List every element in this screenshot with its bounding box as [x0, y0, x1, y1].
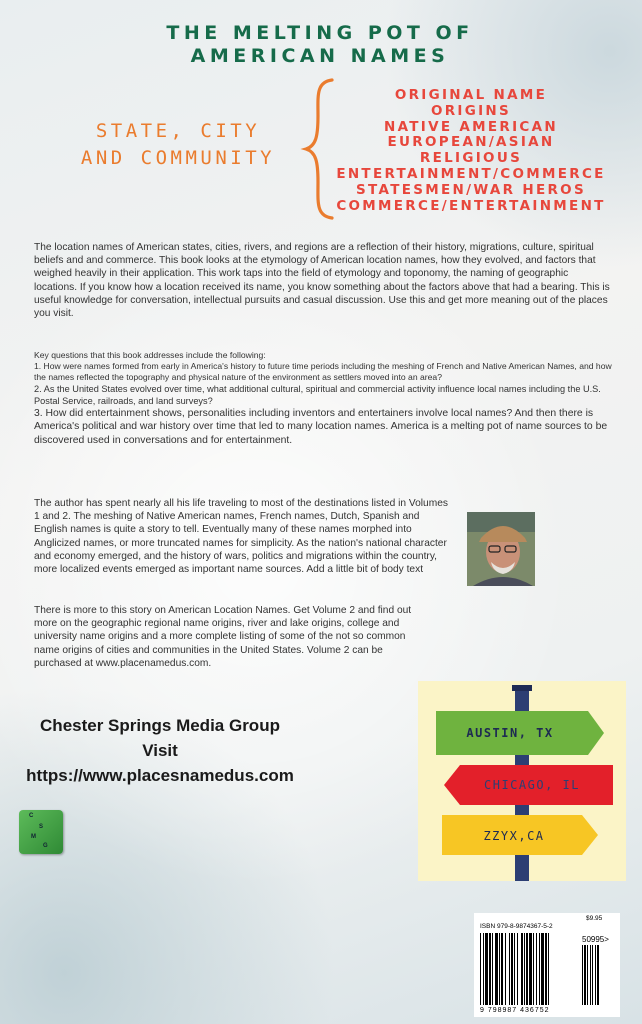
barcode-bar [495, 933, 498, 1005]
barcode-bars [474, 913, 620, 1017]
logo-letter: C [29, 813, 34, 819]
question-1: 1. How were names formed from early in America's history to future time periods including the meshing of French and Native American Names, and how the names reflected the topography and physical nature of the environment as settlers moved into an area? [34, 361, 612, 382]
addon-bar [595, 945, 596, 1005]
barcode-bar [548, 933, 549, 1005]
isbn-barcode [474, 913, 620, 1017]
origin-item: ORIGINAL NAME [394, 87, 548, 103]
barcode-bar [533, 933, 534, 1005]
addon-bar [592, 945, 593, 1005]
book-title [60, 22, 580, 68]
addon-bar [590, 945, 591, 1005]
publisher-block [10, 713, 310, 788]
origin-item: RELIGIOUS [419, 150, 523, 167]
origin-item: ENTERTAINMENT/COMMERCE [336, 165, 606, 182]
author-paragraph: The author has spent nearly all his life traveling to most of the destinations listed in Volumes 1 and 2. The meshing of Native American names, French names, Dutch, Spanish and English names is quite a story to tell. Eventually many of these names morphed into Anglicized names, or more truncated names for simplicity. As the nation's national character and economy emerged, and the history of wars, politics and migrations within the country, more localized events emerged as important name sources. Add a little bit of body text [34, 498, 448, 576]
sign-label-austin: AUSTIN, TX [466, 726, 554, 740]
key-questions [34, 350, 612, 447]
barcode-bar [517, 933, 518, 1005]
barcode-bar [509, 933, 510, 1005]
barcode-bar [514, 933, 515, 1005]
barcode-bar [489, 933, 491, 1005]
origin-item: COMMERCE/ENTERTAINMENT [336, 197, 606, 214]
title-line-2: AMERICAN NAMES [190, 45, 450, 67]
addon-bar [597, 945, 599, 1005]
origin-categories-list [330, 88, 612, 214]
barcode-bar [541, 933, 544, 1005]
price-label: $9.95 [586, 915, 603, 922]
barcode-bar [545, 933, 547, 1005]
barcode-bar [499, 933, 500, 1005]
publisher-visit: Visit [142, 741, 178, 760]
author-photo [467, 512, 535, 586]
more-info-paragraph: There is more to this story on American Location Names. Get Volume 2 and find out more on the geographic regional name origins, river and lake origins, college and university name origins and a more complete listing of some of the not so common name origins of cities and communities in the United States. Volume 2 can be purchased at www.placenamedus.com. [34, 605, 412, 669]
barcode-bar [501, 933, 503, 1005]
sign-label-zzyx: ZZYX,CA [483, 829, 545, 843]
barcode-bar [485, 933, 488, 1005]
barcode-bar [529, 933, 532, 1005]
question-2: 2. As the United States evolved over time, what additional cultural, spiritual and commercial activity influence local names including the U.S. Postal Service, railroads, and land surveys? [34, 384, 601, 406]
logo-letter: S [39, 824, 44, 830]
addon-bar [587, 945, 588, 1005]
sign-label-chicago: CHICAGO, IL [484, 778, 580, 792]
csmg-logo [19, 810, 63, 854]
publisher-name: Chester Springs Media Group [40, 716, 280, 735]
addon-code: 50995> [582, 935, 609, 944]
barcode-bar [505, 933, 506, 1005]
origin-item: NATIVE AMERICAN [384, 118, 558, 135]
state-city-heading [58, 118, 298, 172]
barcode-bar [483, 933, 484, 1005]
logo-letter: G [43, 843, 48, 849]
state-line-1: STATE, CITY [95, 120, 261, 142]
barcode-bar [536, 933, 537, 1005]
intro-paragraph: The location names of American states, cities, rivers, and regions are a reflection of their history, migrations, culture, spiritual beliefs and and commerce. This book looks at the etymology of American location names, how they evolved, and factors that weighed heavily in their application. This work taps into the field of etymology and toponomy, the naming of geographic locations. If you know how a location received its name, you know something about the factors above that had a bearing. This is useful knowledge for conversation, intellectual pursuits and casual discussion. Use this and get more meaning out of the places you visit. [34, 242, 610, 320]
barcode-bar [492, 933, 493, 1005]
origin-item: STATESMEN/WAR HEROS [356, 181, 586, 198]
ean-digits: 9 798987 436752 [480, 1007, 550, 1014]
barcode-bar [524, 933, 525, 1005]
barcode-bar [539, 933, 540, 1005]
questions-intro: Key questions that this book addresses include the following: [34, 350, 266, 360]
state-line-2: AND COMMUNITY [80, 147, 276, 169]
barcode-bar [521, 933, 523, 1005]
signpost-illustration [418, 681, 626, 881]
barcode-bar [526, 933, 528, 1005]
origin-item: ORIGINS [430, 102, 512, 119]
question-3: 3. How did entertainment shows, personalities including inventors and entertainers involve local names? And then there is America's political and war history over time that led to many location names. America is a melting pot of name sources to be discovered used in conversations and for entertainment. [34, 408, 608, 446]
publisher-url[interactable]: https://www.placesnamedus.com [26, 766, 294, 785]
origin-item: EUROPEAN/ASIAN [387, 134, 555, 151]
title-line-1: THE MELTING POT OF [166, 22, 474, 44]
addon-bar [582, 945, 583, 1005]
logo-letter: M [31, 834, 36, 840]
addon-bar [584, 945, 586, 1005]
barcode-bar [511, 933, 513, 1005]
barcode-bar [480, 933, 481, 1005]
isbn-label: ISBN 979-8-9874367-5-2 [480, 923, 553, 930]
